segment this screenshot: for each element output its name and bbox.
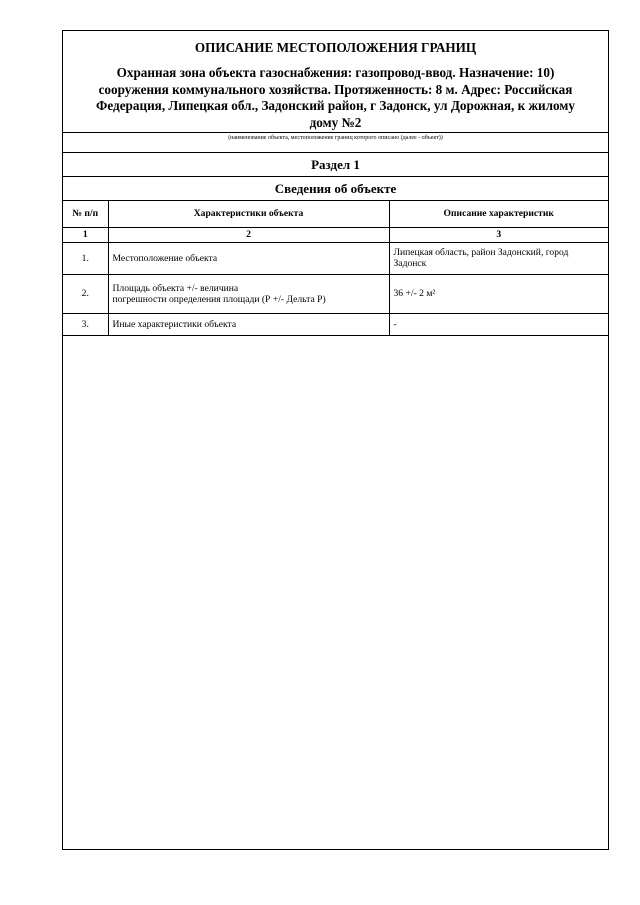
- object-caption: (наименование объекта, местоположение границ которого описано (далее - объект)): [63, 133, 608, 153]
- row-characteristic: [108, 242, 389, 274]
- document-title: ОПИСАНИЕ МЕСТОПОЛОЖЕНИЯ ГРАНИЦ: [194, 40, 477, 55]
- header-characteristics: Характеристики объекта: [108, 201, 389, 227]
- characteristic-text: Местоположение объекта: [112, 252, 218, 264]
- section-title: Сведения об объекте: [63, 177, 608, 201]
- table-row: [63, 313, 608, 335]
- characteristic-text: Площадь объекта +/- величина: [112, 282, 239, 294]
- document-frame: [62, 30, 609, 850]
- table-row: [63, 274, 608, 313]
- row-description: [389, 274, 608, 313]
- subtitle-line-4: дому №2: [309, 114, 362, 130]
- subtitle-line-2: сооружения коммунального хозяйства. Протяженность: 8 м. Адрес: Российская: [98, 81, 573, 97]
- column-number: 1: [63, 227, 108, 242]
- description-text: 36 +/- 2 м²: [393, 288, 436, 299]
- object-info-table: [63, 201, 608, 336]
- description-text: Липецкая область, район Задонский, город: [393, 247, 569, 258]
- characteristic-text: Иные характеристики объекта: [112, 318, 237, 330]
- row-characteristic: [108, 313, 389, 335]
- subtitle-line-3: Федерация, Липецкая обл., Задонский район, г Задонск, ул Дорожная, к жилому: [96, 98, 575, 113]
- row-number: 3.: [63, 313, 108, 335]
- object-description: [69, 65, 602, 131]
- column-number-row: [63, 227, 608, 242]
- row-number: 1.: [63, 242, 108, 274]
- description-text: -: [393, 318, 397, 330]
- row-number: 2.: [63, 274, 108, 313]
- column-number: 2: [108, 227, 389, 242]
- characteristic-text: погрешности определения площади (Р +/- Дельта Р): [112, 293, 326, 305]
- column-number: 3: [389, 227, 608, 242]
- description-text: Задонск: [393, 258, 427, 269]
- document-header: [63, 31, 608, 133]
- row-description: [389, 313, 608, 335]
- header-description: Описание характеристик: [389, 201, 608, 227]
- table-row: [63, 242, 608, 274]
- table-header-row: [63, 201, 608, 227]
- header-number: № п/п: [63, 201, 108, 227]
- section-number: Раздел 1: [63, 153, 608, 177]
- row-characteristic: [108, 274, 389, 313]
- subtitle-line-1: Охранная зона объекта газоснабжения: газопровод-ввод. Назначение: 10): [116, 65, 555, 80]
- row-description: [389, 242, 608, 274]
